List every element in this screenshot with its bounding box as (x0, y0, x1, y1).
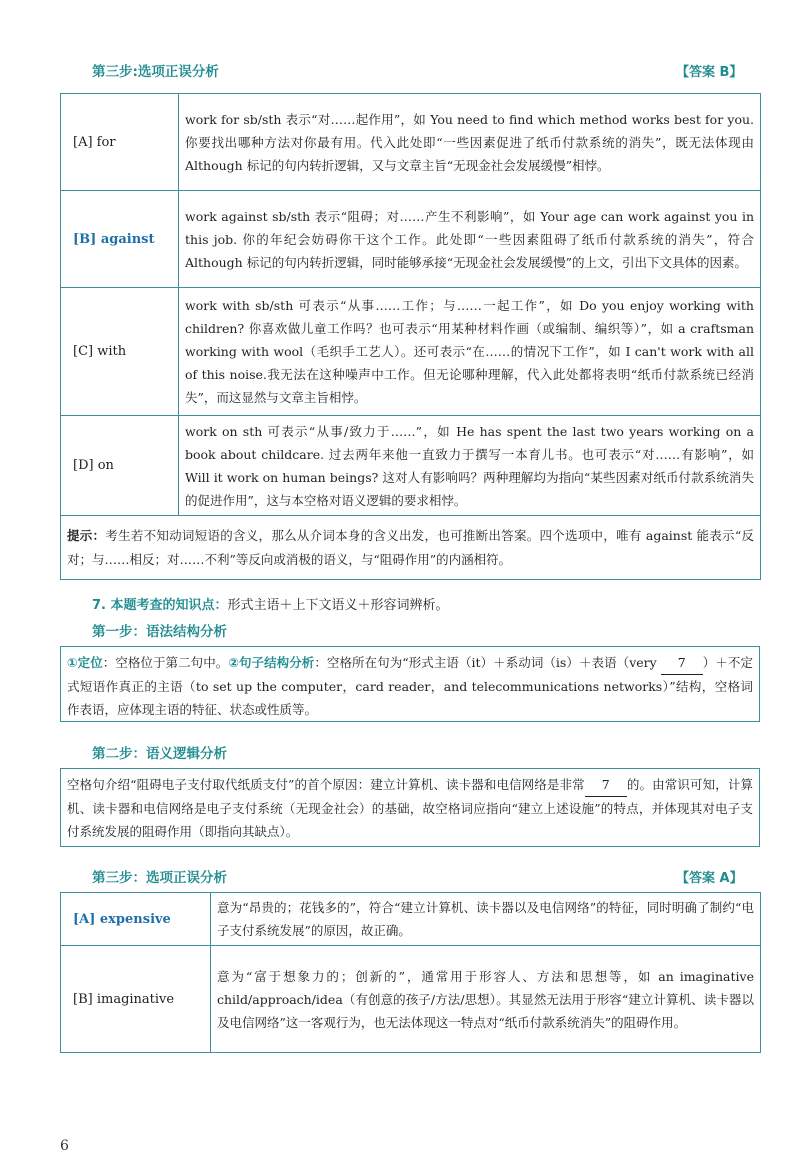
answer-badge-2: 【答案 A】 (676, 871, 743, 886)
options-table-2 (60, 892, 761, 1053)
option-row-b (61, 191, 761, 288)
option-row-a (61, 893, 761, 946)
option-label: [D] on (61, 416, 179, 516)
option-explanation: work on sth 可表示“从事/致力于……”，如 He has spent the last two years working on a book about childcare. 过去两年来他一直致力于撰写一本育儿书。也可表示“对……有影响”，如 Will it work on human beings? 这对人有影响吗？两种理解均为指向“某些因素对纸币付款系统消失的促进作用”，这与本空格对语义逻辑的要求相悖。 (179, 416, 761, 516)
semantic-text-a: 空格句介绍“阻碍电子支付取代纸质支付”的首个原因：建立计算机、读卡器和电信网络是非常 (67, 777, 585, 792)
option-row-b (61, 946, 761, 1053)
semantic-text-b: 的。由常识可知，计算机、读卡器和电信网络是电子支付系统（无现金社会）的基础，故空格词应指向“建立上述设施”的特点，并体现其对电子支付系统发展的阻碍作用（即指向其缺点）。 (67, 777, 753, 839)
locate-text: ：空格位于第二句中。 (102, 655, 229, 670)
option-label: [A] expensive (61, 893, 211, 946)
semantic-analysis-box (60, 768, 760, 847)
structure-text-a: ：空格所在句为“形式主语（it）＋系动词（is）＋表语（very (314, 655, 657, 670)
option-label: [A] for (61, 94, 179, 191)
grammar-analysis-box (60, 646, 760, 722)
blank-7: 7 (661, 651, 703, 675)
step3-title-2: 第三步：选项正误分析 (92, 870, 227, 886)
tip-cell (61, 516, 761, 580)
blank-7: 7 (585, 773, 627, 797)
locate-heading: ①定位 (67, 655, 103, 670)
option-explanation: work with sb/sth 可表示“从事……工作；与……一起工作”，如 Do you enjoy working with children? 你喜欢做儿童工作吗？也可表示“用某种材料作画（或编制、编织等）”，如 a craftsman working with wool（毛织手工艺人）。还可表示“在……的情况下工作”，如 I can't work with all of this noise.我无法在这种噪声中工作。但无论哪种理解，代入此处都将表明“纸币付款系统已经消失”，而这显然与文章主旨相悖。 (179, 288, 761, 416)
question-title: 7. 本题考查的知识点： (92, 598, 228, 613)
answer-badge-1: 【答案 B】 (676, 65, 743, 80)
option-label: [B] imaginative (61, 946, 211, 1053)
step3-title-1: 第三步:选项正误分析 (92, 64, 219, 80)
option-explanation: work for sb/sth 表示“对……起作用”，如 You need to find which method works best for you. 你要找出哪种方法对你最有用。代入此处即“一些因素促进了纸币付款系统的消失”，既无法体现由 Although 标记的句内转折逻辑，又与文章主旨“无现金社会发展缓慢”相悖。 (179, 94, 761, 191)
structure-heading: ②句子结构分析 (228, 655, 315, 670)
option-row-c (61, 288, 761, 416)
option-row-a (61, 94, 761, 191)
step1-title: 第一步：语法结构分析 (92, 624, 227, 640)
option-label: [C] with (61, 288, 179, 416)
option-explanation: work against sb/sth 表示“阻碍；对……产生不利影响”，如 Your age can work against you in this job. 你的年纪会妨碍你干这个工作。此处即“一些因素阻碍了纸币付款系统的消失”，符合 Although 标记的句内转折逻辑，同时能够承接“无现金社会发展缓慢”的上文，引出下文具体的因素。 (179, 191, 761, 288)
option-explanation: 意为“富于想象力的；创新的”，通常用于形容人、方法和思想等，如 an imaginative child/approach/idea（有创意的孩子/方法/思想）。其显然无法用于形容“建立计算机、读卡器以及电信网络”这一客观行为，也无法体现这一特点对“纸币付款系统消失”的阻碍作用。 (211, 946, 761, 1053)
options-table-1 (60, 93, 761, 580)
tip-row (61, 516, 761, 580)
tip-text: 考生若不知动词短语的含义，那么从介词本身的含义出发，也可推断出答案。四个选项中，唯有 against 能表示“反对；与……相反；对……不利”等反向或消极的语义，与“阻碍作用”的内涵相符。 (67, 527, 754, 567)
step2-title: 第二步：语义逻辑分析 (92, 746, 227, 762)
option-explanation: 意为“昂贵的；花钱多的”，符合“建立计算机、读卡器以及电信网络”的特征，同时明确了制约“电子支付系统发展”的原因，故正确。 (211, 893, 761, 946)
option-row-d (61, 416, 761, 516)
option-label: [B] against (61, 191, 179, 288)
question-points: 形式主语＋上下文语义＋形容词辨析。 (227, 598, 449, 613)
question-7-heading (92, 594, 449, 613)
tip-label: 提示： (67, 527, 106, 543)
page-number: 6 (60, 1138, 69, 1154)
structure-text-b: ）＋不定式短语作真正的主语（to set up the computer，card reader，and telecommunications networks）”结构，空格词作表语，应体现主语的特征、状态或性质等。 (67, 655, 753, 717)
